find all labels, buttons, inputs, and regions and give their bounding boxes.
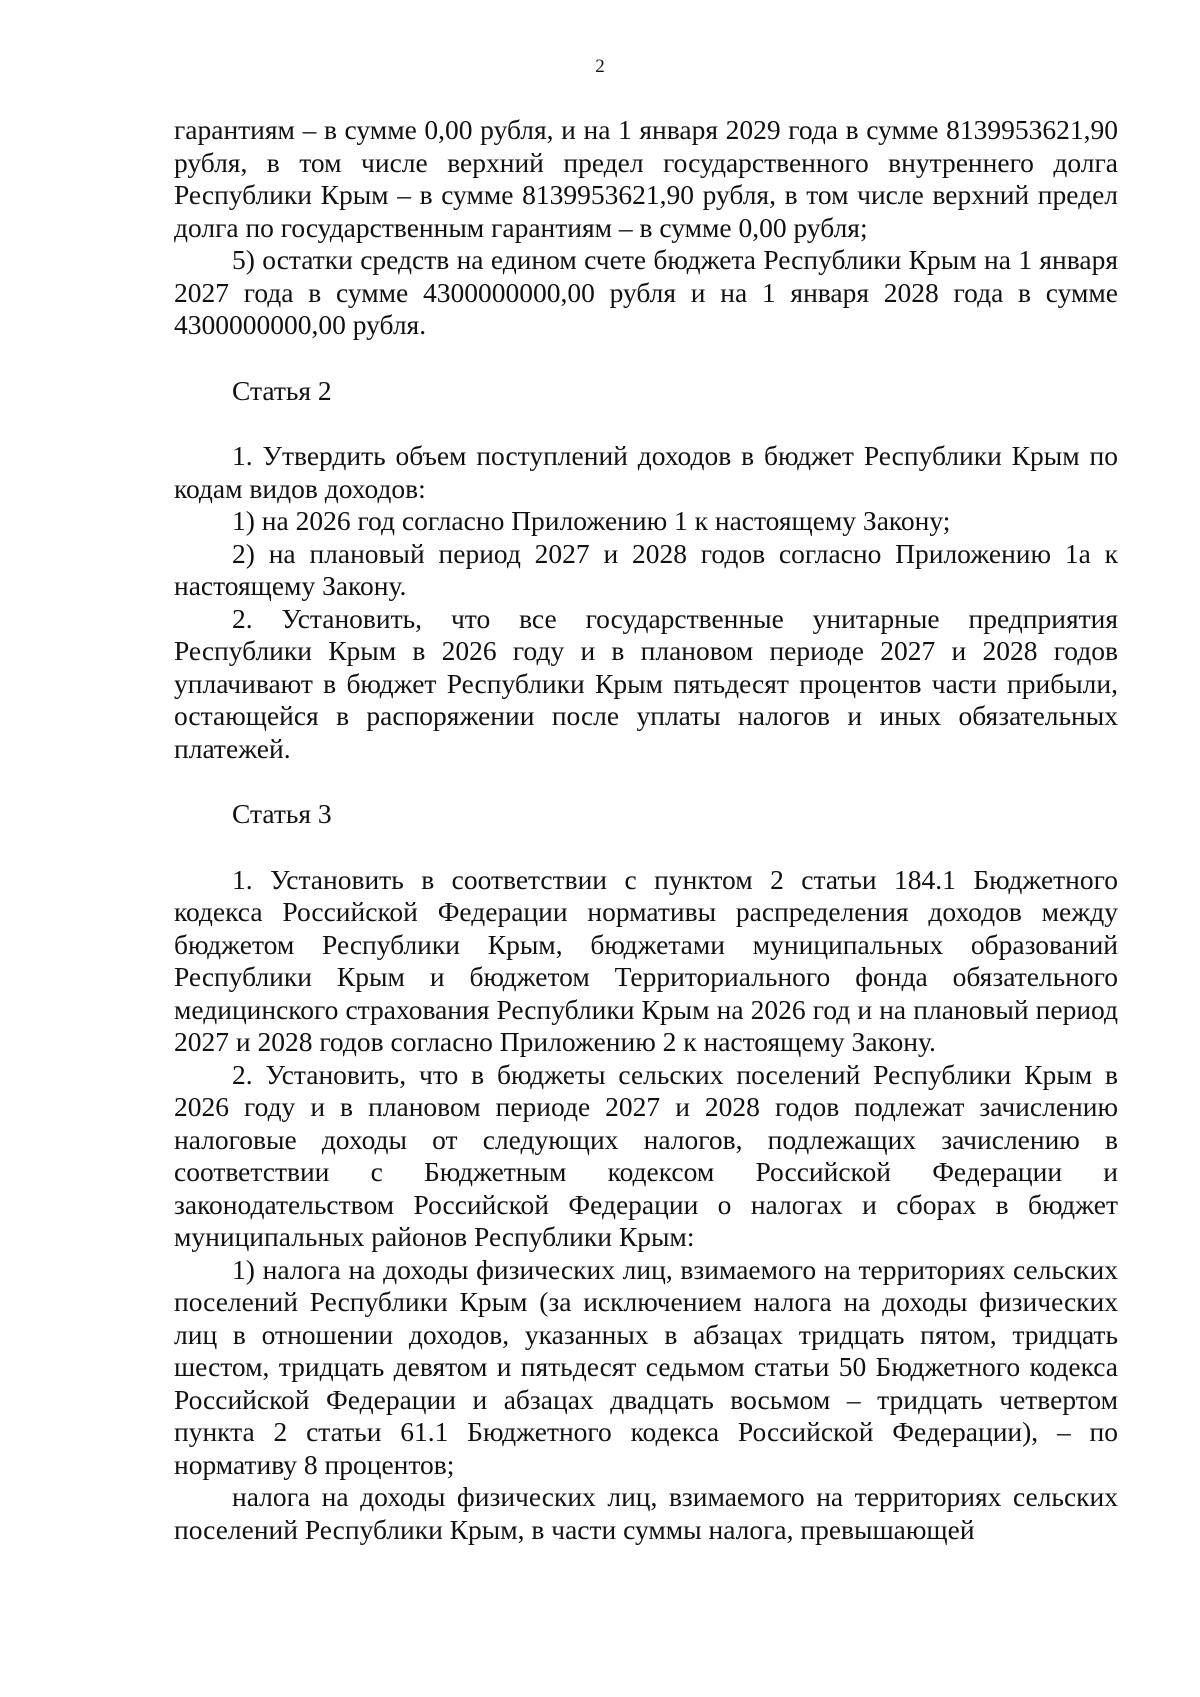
paragraph-article3-item2-sub1-cont: налога на доходы физических лиц, взимаемого на территориях сельских поселений Республики Крым, в части суммы налога, превышающей [174,1481,1118,1545]
paragraph-debt-limit-continuation: гарантиям – в сумме 0,00 рубля, и на 1 января 2029 года в сумме 8139953621,90 рубля, в том числе верхний предел государственного внутреннего долга Республики Крым – в сумме 8139953621,90 рубля, в том числе верхний предел долга по государственным гарантиям – в сумме 0,00 рубля; [174,114,1118,243]
paragraph-article2-item1-sub2: 2) на плановый период 2027 и 2028 годов согласно Приложению 1а к настоящему Закону. [174,537,1118,601]
paragraph-article3-item2-sub1: 1) налога на доходы физических лиц, взимаемого на территориях сельских поселений Республики Крым (за исключением налога на доходы физических лиц в отношении доходов, указанных в абзацах тридцать пятом, тридцать шестом, тридцать девятом и пятьдесят седьмом статьи 50 Бюджетного кодекса Российской Федерации и абзацах двадцать восьмом – тридцать четвертом пункта 2 статьи 61.1 Бюджетного кодекса Российской Федерации), – по нормативу 8 процентов; [174,1253,1118,1480]
paragraph-article2-item1: 1. Утвердить объем поступлений доходов в бюджет Республики Крым по кодам видов доходов: [174,440,1118,504]
paragraph-article2-item2: 2. Установить, что все государственные унитарные предприятия Республики Крым в 2026 году и в плановом периоде 2027 и 2028 годов уплачивают в бюджет Республики Крым пятьдесят процентов части прибыли, остающейся в распоряжении после уплаты налогов и иных обязательных платежей. [174,602,1118,764]
heading-article-3: Статья 3 [232,798,332,829]
page-number: 2 [595,56,605,77]
document-body [174,114,1118,1546]
heading-article-2: Статья 2 [232,374,332,406]
paragraph-article3-item1: 1. Установить в соответствии с пунктом 2 статьи 184.1 Бюджетного кодекса Российской Федерации нормативы распределения доходов между бюджетом Республики Крым, бюджетами муниципальных образований Республики Крым и бюджетом Территориального фонда обязательного медицинского страхования Республики Крым на 2026 год и на плановый период 2027 и 2028 годов согласно Приложению 2 к настоящему Закону. [174,863,1118,1057]
paragraph-account-balances: 5) остатки средств на едином счете бюджета Республики Крым на 1 января 2027 года в сумме 4300000000,00 рубля и на 1 января 2028 года в сумме 4300000000,00 рубля. [174,244,1118,340]
paragraph-article3-item2: 2. Установить, что в бюджеты сельских поселений Республики Крым в 2026 году и в плановом периоде 2027 и 2028 годов подлежат зачислению налоговые доходы от следующих налогов, подлежащих зачислению в соответствии с Бюджетным кодексом Российской Федерации и законодательством Российской Федерации о налогах и сборах в бюджет муниципальных районов Республики Крым: [174,1058,1118,1252]
paragraph-article2-item1-sub1: 1) на 2026 год согласно Приложению 1 к настоящему Закону; [232,505,951,536]
